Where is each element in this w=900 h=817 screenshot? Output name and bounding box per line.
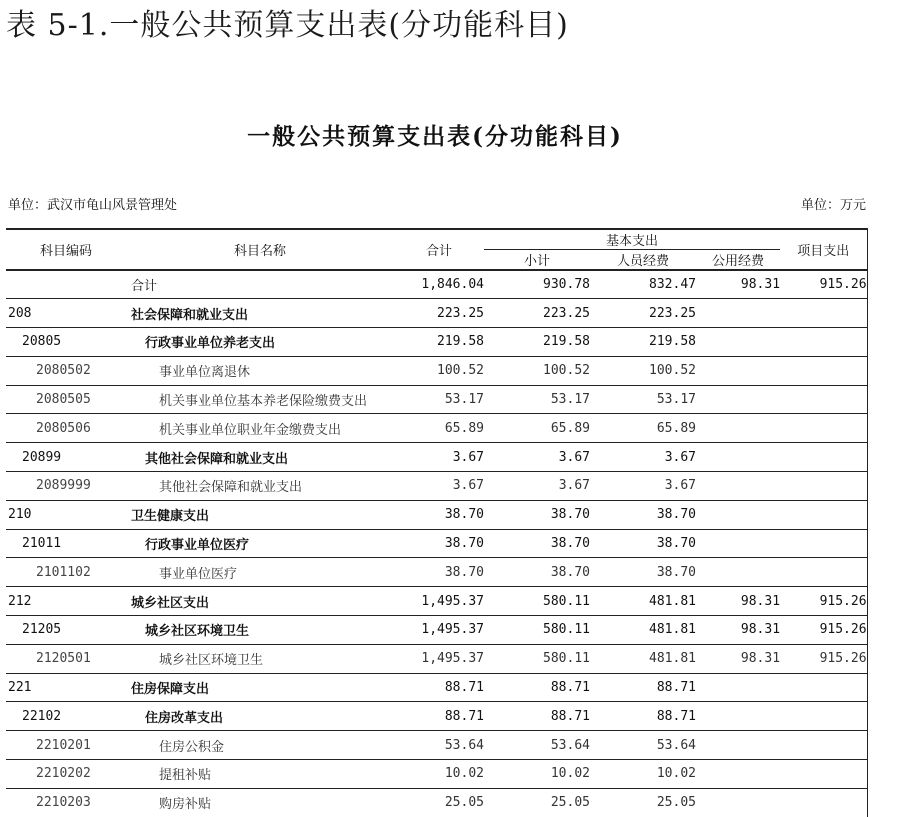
row-code: 2120501	[6, 644, 126, 673]
header-personnel: 人员经费	[616, 254, 669, 269]
row-project: 915.26	[780, 587, 867, 616]
row-project	[780, 443, 867, 472]
row-subtotal: 10.02	[484, 760, 590, 789]
row-total: 38.70	[394, 500, 484, 529]
table-row	[6, 299, 867, 328]
row-public: 98.31	[696, 616, 780, 645]
table-row	[6, 731, 867, 760]
row-public	[696, 558, 780, 587]
table-title: 一般公共预算支出表(分功能科目)	[247, 123, 623, 150]
row-personnel: 88.71	[590, 702, 696, 731]
row-public	[696, 760, 780, 789]
table-row	[6, 414, 867, 443]
row-name: 机关事业单位职业年金缴费支出	[126, 414, 394, 443]
header-subtotal: 小计	[523, 254, 550, 269]
row-subtotal: 53.64	[484, 731, 590, 760]
row-name: 住房改革支出	[126, 702, 394, 731]
row-name: 事业单位医疗	[126, 558, 394, 587]
row-code: 2080505	[6, 385, 126, 414]
row-subtotal: 88.71	[484, 702, 590, 731]
row-total: 88.71	[394, 702, 484, 731]
table-row	[6, 644, 867, 673]
row-code: 21205	[6, 616, 126, 645]
row-subtotal: 580.11	[484, 644, 590, 673]
row-project	[780, 356, 867, 385]
header-code: 科目编码	[6, 229, 126, 270]
row-total: 25.05	[394, 788, 484, 817]
row-name: 社会保障和就业支出	[126, 299, 394, 328]
row-code: 20899	[6, 443, 126, 472]
row-total: 10.02	[394, 760, 484, 789]
row-total: 3.67	[394, 443, 484, 472]
row-project	[780, 558, 867, 587]
row-project: 915.26	[780, 644, 867, 673]
row-project	[780, 788, 867, 817]
row-total: 38.70	[394, 529, 484, 558]
row-public	[696, 443, 780, 472]
row-code: 2210203	[6, 788, 126, 817]
row-project	[780, 702, 867, 731]
row-total: 1,495.37	[394, 587, 484, 616]
row-total: 38.70	[394, 558, 484, 587]
row-name: 提租补贴	[126, 760, 394, 789]
row-code: 2101102	[6, 558, 126, 587]
row-total: 1,495.37	[394, 644, 484, 673]
row-public	[696, 529, 780, 558]
row-name: 行政事业单位医疗	[126, 529, 394, 558]
row-code: 2080502	[6, 356, 126, 385]
row-project	[780, 299, 867, 328]
row-total: 53.17	[394, 385, 484, 414]
row-subtotal: 580.11	[484, 616, 590, 645]
row-name: 城乡社区环境卫生	[126, 644, 394, 673]
row-subtotal: 219.58	[484, 328, 590, 357]
row-public	[696, 472, 780, 501]
row-project	[780, 500, 867, 529]
row-subtotal: 38.70	[484, 500, 590, 529]
row-code	[6, 270, 126, 299]
header-name: 科目名称	[126, 229, 394, 270]
row-name: 卫生健康支出	[126, 500, 394, 529]
row-total: 100.52	[394, 356, 484, 385]
row-total: 3.67	[394, 472, 484, 501]
row-name: 其他社会保障和就业支出	[126, 443, 394, 472]
row-code: 210	[6, 500, 126, 529]
table-row	[6, 558, 867, 587]
row-name: 其他社会保障和就业支出	[126, 472, 394, 501]
row-code: 21011	[6, 529, 126, 558]
table-row	[6, 328, 867, 357]
row-personnel: 38.70	[590, 558, 696, 587]
row-subtotal: 38.70	[484, 558, 590, 587]
row-subtotal: 38.70	[484, 529, 590, 558]
row-project	[780, 472, 867, 501]
row-code: 2210201	[6, 731, 126, 760]
document-heading: 表 5-1.一般公共预算支出表(分功能科目)	[6, 8, 569, 43]
row-total: 223.25	[394, 299, 484, 328]
row-code: 212	[6, 587, 126, 616]
table-row	[6, 356, 867, 385]
row-total: 1,846.04	[394, 270, 484, 299]
row-project	[780, 328, 867, 357]
row-subtotal: 65.89	[484, 414, 590, 443]
row-name: 行政事业单位养老支出	[126, 328, 394, 357]
row-code: 22102	[6, 702, 126, 731]
row-public	[696, 673, 780, 702]
row-personnel: 65.89	[590, 414, 696, 443]
table-row	[6, 500, 867, 529]
table-row	[6, 443, 867, 472]
row-public	[696, 299, 780, 328]
row-subtotal: 25.05	[484, 788, 590, 817]
row-subtotal: 3.67	[484, 472, 590, 501]
table-row	[6, 616, 867, 645]
header-basic-expenditure: 基本支出	[484, 229, 780, 250]
row-personnel: 53.64	[590, 731, 696, 760]
unit-organization: 单位：武汉市龟山风景管理处	[8, 198, 178, 213]
row-code: 208	[6, 299, 126, 328]
table-row	[6, 673, 867, 702]
row-public	[696, 731, 780, 760]
row-name: 合计	[126, 270, 394, 299]
row-personnel: 219.58	[590, 328, 696, 357]
row-public: 98.31	[696, 587, 780, 616]
row-subtotal: 100.52	[484, 356, 590, 385]
row-public	[696, 702, 780, 731]
header-public: 公用经费	[712, 254, 765, 269]
table-row	[6, 472, 867, 501]
row-personnel: 481.81	[590, 616, 696, 645]
table-body	[6, 270, 867, 817]
header-total: 合计	[394, 229, 484, 270]
row-total: 65.89	[394, 414, 484, 443]
row-subtotal: 88.71	[484, 673, 590, 702]
row-code: 2089999	[6, 472, 126, 501]
row-public	[696, 788, 780, 817]
row-public	[696, 500, 780, 529]
row-code: 221	[6, 673, 126, 702]
row-project	[780, 529, 867, 558]
row-name: 购房补贴	[126, 788, 394, 817]
table-row	[6, 760, 867, 789]
row-code: 2210202	[6, 760, 126, 789]
row-public	[696, 414, 780, 443]
row-project	[780, 673, 867, 702]
header-project-expenditure: 项目支出	[780, 229, 867, 270]
row-project: 915.26	[780, 616, 867, 645]
row-personnel: 3.67	[590, 472, 696, 501]
table-row	[6, 587, 867, 616]
row-subtotal: 930.78	[484, 270, 590, 299]
unit-currency: 单位：万元	[800, 198, 866, 213]
row-personnel: 481.81	[590, 644, 696, 673]
row-code: 2080506	[6, 414, 126, 443]
row-personnel: 10.02	[590, 760, 696, 789]
row-project	[780, 414, 867, 443]
row-public	[696, 356, 780, 385]
row-personnel: 3.67	[590, 443, 696, 472]
row-total: 53.64	[394, 731, 484, 760]
row-personnel: 88.71	[590, 673, 696, 702]
row-personnel: 100.52	[590, 356, 696, 385]
row-name: 住房保障支出	[126, 673, 394, 702]
row-public: 98.31	[696, 270, 780, 299]
table-row	[6, 529, 867, 558]
row-personnel: 223.25	[590, 299, 696, 328]
row-personnel: 25.05	[590, 788, 696, 817]
budget-expenditure-table	[6, 228, 868, 817]
row-code: 20805	[6, 328, 126, 357]
row-subtotal: 580.11	[484, 587, 590, 616]
row-total: 88.71	[394, 673, 484, 702]
table-row	[6, 385, 867, 414]
row-total: 219.58	[394, 328, 484, 357]
row-subtotal: 223.25	[484, 299, 590, 328]
row-name: 城乡社区支出	[126, 587, 394, 616]
row-name: 事业单位离退休	[126, 356, 394, 385]
row-project	[780, 385, 867, 414]
row-personnel: 53.17	[590, 385, 696, 414]
row-personnel: 38.70	[590, 500, 696, 529]
table-row	[6, 702, 867, 731]
row-personnel: 832.47	[590, 270, 696, 299]
row-public: 98.31	[696, 644, 780, 673]
row-name: 城乡社区环境卫生	[126, 616, 394, 645]
table-row	[6, 270, 867, 299]
row-project	[780, 760, 867, 789]
row-total: 1,495.37	[394, 616, 484, 645]
row-name: 机关事业单位基本养老保险缴费支出	[126, 385, 394, 414]
row-personnel: 481.81	[590, 587, 696, 616]
row-subtotal: 3.67	[484, 443, 590, 472]
row-project: 915.26	[780, 270, 867, 299]
table-row	[6, 788, 867, 817]
row-personnel: 38.70	[590, 529, 696, 558]
row-public	[696, 328, 780, 357]
row-subtotal: 53.17	[484, 385, 590, 414]
row-name: 住房公积金	[126, 731, 394, 760]
row-public	[696, 385, 780, 414]
row-project	[780, 731, 867, 760]
